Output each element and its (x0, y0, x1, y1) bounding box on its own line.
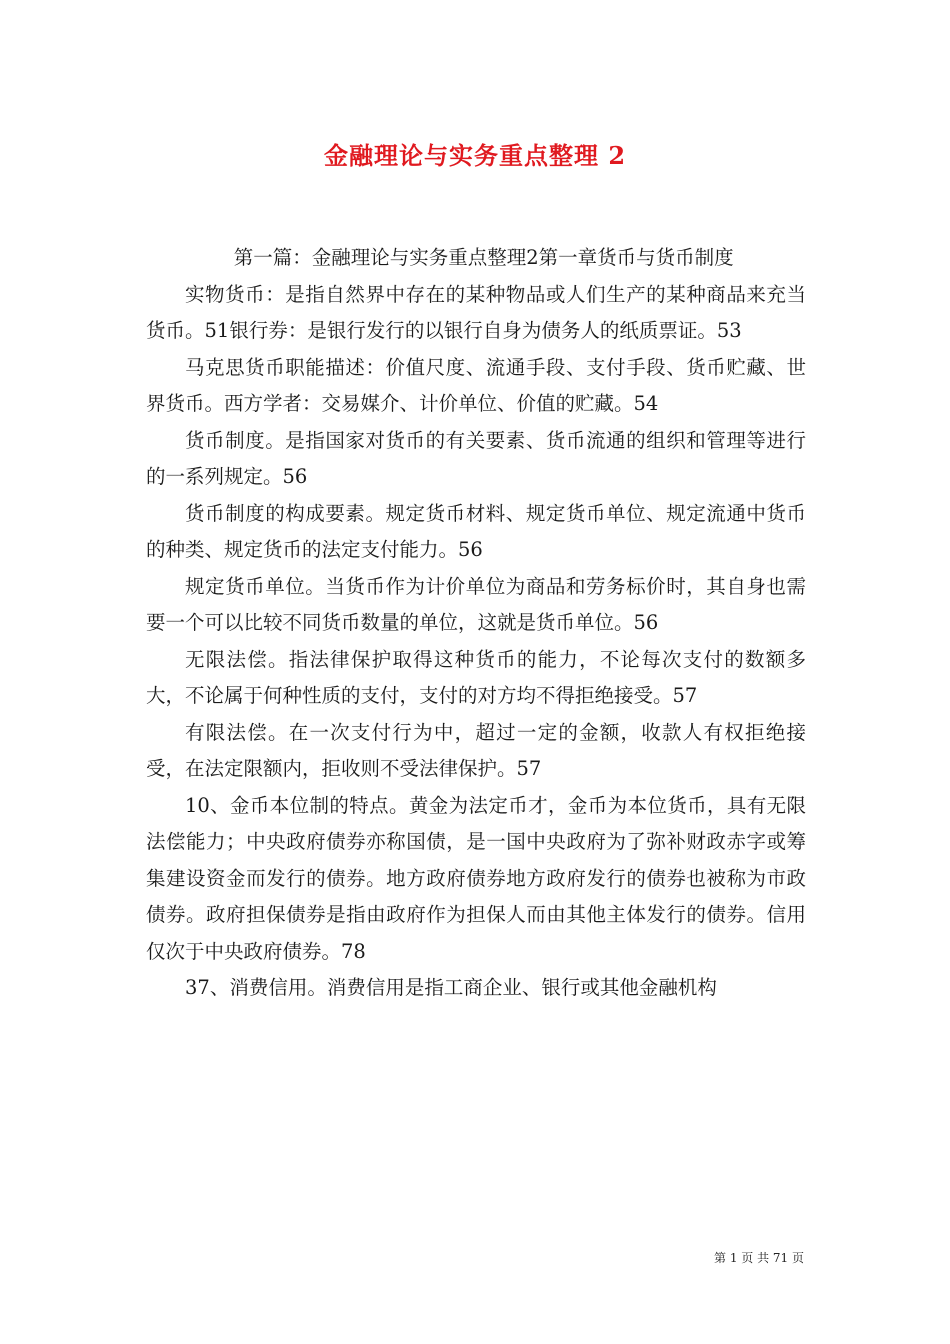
paragraph: 有限法偿。在一次支付行为中，超过一定的金额，收款人有权拒绝接受，在法定限额内，拒收则不受法律保护。57 (146, 720, 806, 780)
paragraph: 货币制度的构成要素。规定货币材料、规定货币单位、规定流通中货币的种类、规定货币的法定支付能力。56 (146, 501, 806, 561)
document-body (146, 240, 806, 1007)
paragraph: 第一篇：金融理论与实务重点整理2第一章货币与货币制度 (233, 246, 734, 269)
page-title: 金融理论与实务重点整理 2 (323, 141, 627, 170)
paragraph: 实物货币：是指自然界中存在的某种物品或人们生产的某种商品来充当货币。51银行券：是银行发行的以银行自身为债务人的纸质票证。53 (146, 282, 806, 342)
paragraph: 无限法偿。指法律保护取得这种货币的能力，不论每次支付的数额多大，不论属于何种性质的支付，支付的对方均不得拒绝接受。57 (146, 647, 806, 707)
paragraph: 规定货币单位。当货币作为计价单位为商品和劳务标价时，其自身也需要一个可以比较不同货币数量的单位，这就是货币单位。56 (146, 574, 806, 634)
paragraph: 10、金币本位制的特点。黄金为法定币才，金币为本位货币，具有无限法偿能力；中央政府债券亦称国债，是一国中央政府为了弥补财政赤字或筹集建设资金而发行的债券。地方政府债券地方政府发行的债券也被称为市政债券。政府担保债券是指由政府作为担保人而由其他主体发行的债券。信用仅次于中央政府债券。78 (146, 793, 806, 963)
paragraph: 马克思货币职能描述：价值尺度、流通手段、支付手段、货币贮藏、世界货币。西方学者：交易媒介、计价单位、价值的贮藏。54 (146, 355, 806, 415)
paragraph: 货币制度。是指国家对货币的有关要素、货币流通的组织和管理等进行的一系列规定。56 (146, 428, 806, 488)
paragraph: 37、消费信用。消费信用是指工商企业、银行或其他金融机构 (185, 976, 717, 999)
page-number: 第 1 页 共 71 页 (714, 1251, 804, 1265)
